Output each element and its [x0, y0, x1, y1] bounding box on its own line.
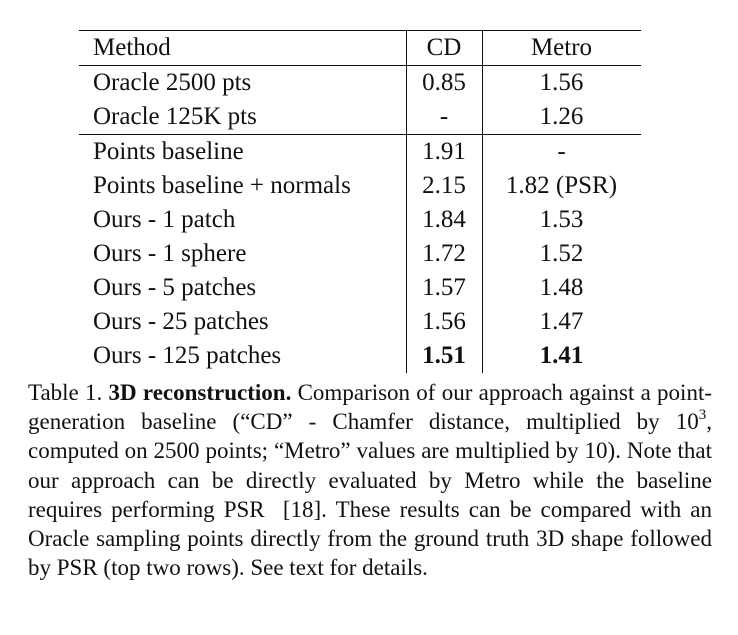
cd-cell: 1.57 — [406, 271, 482, 305]
header-row — [79, 31, 641, 66]
cd-cell: 1.91 — [406, 135, 482, 170]
method-cell: Ours - 5 patches — [93, 274, 257, 301]
metro-cell: 1.53 — [539, 206, 584, 233]
cd-cell: 1.51 — [406, 339, 482, 373]
caption-text: Comparison of our approach against a point-generation baseline (“CD” - Chamfer distance, multiplied by 10 — [28, 380, 712, 435]
table-row — [79, 66, 641, 101]
method-cell: Ours - 1 patch — [93, 206, 236, 233]
cd-cell: 2.15 — [406, 169, 482, 203]
header-method: Method — [93, 34, 171, 61]
metro-cell: 1.41 — [539, 342, 584, 369]
table-row — [79, 237, 641, 271]
table-row — [79, 271, 641, 305]
metro-cell: 1.26 — [539, 103, 584, 130]
table-row — [79, 305, 641, 339]
metro-cell: 1.47 — [539, 308, 584, 335]
metro-cell: 1.52 — [539, 240, 584, 267]
metro-cell: - — [557, 138, 566, 165]
method-cell: Ours - 25 patches — [93, 308, 269, 335]
cd-cell: - — [406, 100, 482, 135]
header-cd: CD — [406, 31, 482, 66]
table-caption — [28, 378, 712, 582]
table-row — [79, 169, 641, 203]
table-body — [79, 66, 641, 374]
method-cell: Oracle 2500 pts — [93, 69, 252, 96]
caption-text-continued: , computed on 2500 points; “Metro” values are multiplied by 10). Note that our approach can be directly evaluated by Metro while the baseline requires performing PSR [18]. These results can be compared with an Oracle sampling points directly from the ground truth 3D shape followed by PSR (top two rows). See text for details. — [28, 409, 712, 581]
results-table — [79, 30, 641, 373]
table-row — [79, 339, 641, 373]
caption-title: 3D reconstruction. — [108, 380, 292, 405]
method-cell: Ours - 1 sphere — [93, 240, 247, 267]
header-metro: Metro — [530, 34, 593, 61]
cd-cell: 1.84 — [406, 203, 482, 237]
table-row — [79, 203, 641, 237]
caption-label: Table 1. — [28, 380, 103, 405]
metro-cell: 1.48 — [539, 274, 584, 301]
metro-cell: 1.56 — [539, 69, 584, 96]
method-cell: Points baseline — [93, 138, 244, 165]
metro-cell: 1.82 (PSR) — [505, 172, 618, 199]
table-header — [79, 31, 641, 66]
cd-cell: 1.56 — [406, 305, 482, 339]
table-row — [79, 100, 641, 135]
method-cell: Points baseline + normals — [93, 172, 351, 199]
method-cell: Ours - 125 patches — [93, 342, 282, 369]
method-cell: Oracle 125K pts — [93, 103, 257, 130]
cd-cell: 1.72 — [406, 237, 482, 271]
table-row — [79, 135, 641, 170]
caption-exponent: 3 — [698, 406, 707, 423]
cd-cell: 0.85 — [406, 66, 482, 101]
